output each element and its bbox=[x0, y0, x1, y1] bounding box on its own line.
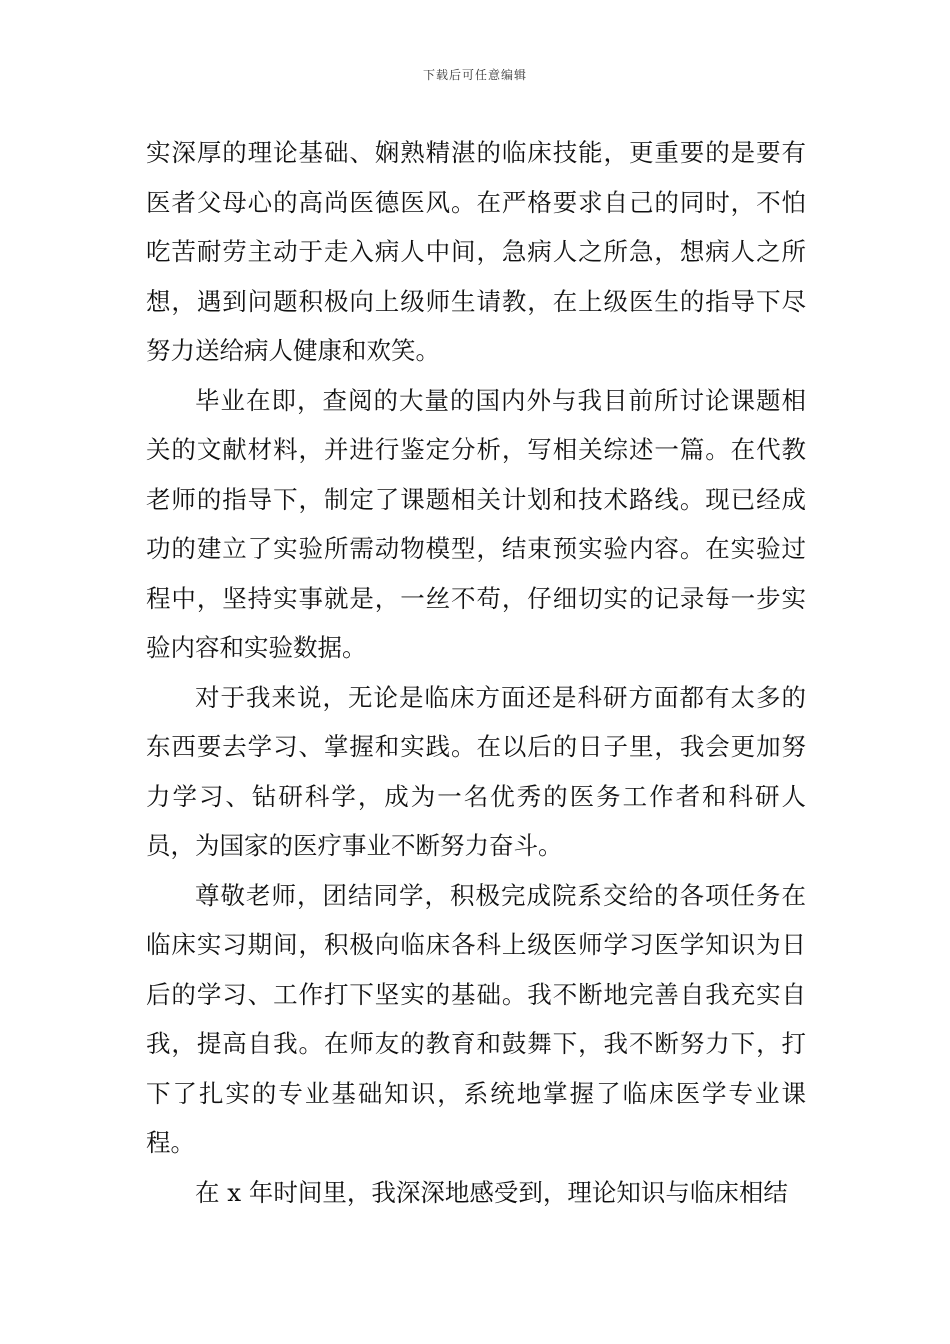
paragraph-2: 毕业在即，查阅的大量的国内外与我目前所讨论课题相关的文献材料，并进行鉴定分析，写相关综述一篇。在代教老师的指导下，制定了课题相关计划和技术路线。现已经成功的建立了实验所需动物模型，结束预实验内容。在实验过程中，坚持实事就是，一丝不苟，仔细切实的记录每一步实验内容和实验数据。 bbox=[146, 385, 806, 662]
header-note: 下载后可任意编辑 bbox=[422, 68, 527, 82]
paragraph-5: 在 x 年时间里，我深深地感受到，理论知识与临床相结 bbox=[195, 1177, 788, 1207]
paragraph-1: 实深厚的理论基础、娴熟精湛的临床技能，更重要的是要有医者父母心的高尚医德医风。在严格要求自己的同时，不怕吃苦耐劳主动于走入病人中间，急病人之所急，想病人之所想，遇到问题积极向上级师生请教，在上级医生的指导下尽努力送给病人健康和欢笑。 bbox=[146, 138, 806, 365]
paragraph-3: 对于我来说，无论是临床方面还是科研方面都有太多的东西要去学习、掌握和实践。在以后的日子里，我会更加努力学习、钻研科学，成为一名优秀的医务工作者和科研人员，为国家的医疗事业不断努力奋斗。 bbox=[146, 682, 806, 860]
document-body bbox=[146, 128, 806, 1217]
paragraph-4: 尊敬老师，团结同学，积极完成院系交给的各项任务在临床实习期间，积极向临床各科上级医师学习医学知识为日后的学习、工作打下坚实的基础。我不断地完善自我充实自我，提高自我。在师友的教育和鼓舞下，我不断努力下，打下了扎实的专业基础知识，系统地掌握了临床医学专业课程。 bbox=[146, 880, 806, 1157]
